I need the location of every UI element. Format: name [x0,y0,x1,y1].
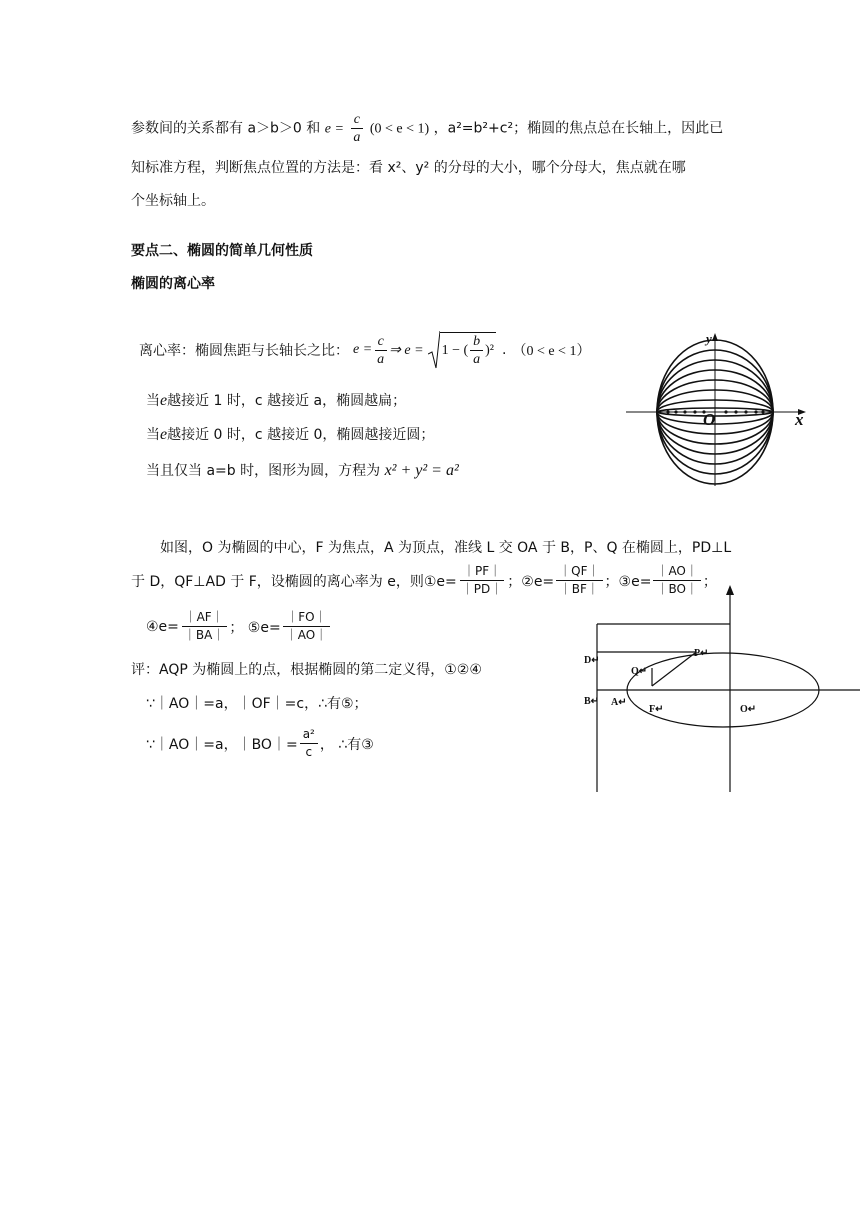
text-segment: ； ⑤e= [229,619,281,636]
point-o-label: O↵ [740,704,757,715]
ellipse-directrix-figure [580,580,860,800]
denominator: c [305,745,313,759]
fraction-b-over-a [470,333,483,368]
text-segment: ， ∴有③ [319,736,374,753]
para1-line2: 知标准方程，判断焦点位置的方法是：看 x²、y² 的分母的大小，哪个分母大，焦点就在哪 [131,160,686,176]
ecc-close-to-zero [146,424,434,444]
para1-line1 [131,111,723,146]
denominator: ｜BO｜ [656,582,698,596]
fraction-af-ba [181,609,227,644]
e-symbol: e [160,426,168,443]
numerator: c [375,333,387,351]
radical-sign [428,330,440,370]
text-segment: 当 [146,427,160,443]
origin-label: O [703,410,716,429]
nested-ellipses-figure [620,328,820,488]
text-segment: ； [702,573,717,590]
fraction-c-over-a [350,111,363,146]
denominator: ｜PD｜ [461,582,503,596]
circle-equation: x² + y² = a² [384,462,459,479]
range-expr: (0 < e < 1) [369,121,430,137]
ecc-circle-case [146,460,459,480]
fraction-a2-over-c [300,726,318,761]
comment-line1: 评：AQP 为椭圆上的点，根据椭圆的第二定义得，①②④ [131,662,482,678]
denominator: a [377,351,385,367]
range-expr: （0 < e < 1） [512,344,591,359]
vertical-axis-arrow [726,585,734,595]
numerator: b [470,333,483,351]
text-segment: ；③e= [604,573,652,590]
para1-line3: 个坐标轴上。 [131,193,215,209]
text-segment: ，a²=b²+c²；椭圆的焦点总在长轴上，因此已 [433,120,724,137]
text-segment: 越接近 1 时，c 越接近 a，椭圆越扁； [167,393,407,409]
text-segment: 越接近 0 时，c 越接近 0，椭圆越接近圆； [167,427,435,443]
point-p-label: P↵ [694,648,709,659]
point-b-label: B↵ [584,696,600,707]
text-segment: ∵｜AO｜=a，｜BO｜= [146,736,298,753]
point-f-label: F↵ [649,704,664,715]
fraction-c-over-a [374,333,387,368]
fraction-pf-pd [459,563,505,598]
comment-line2: ∵｜AO｜=a，｜OF｜=c，∴有⑤； [146,696,368,712]
numerator: ｜QF｜ [556,563,602,581]
numerator: ｜FO｜ [283,609,329,627]
point-q-label: Q↵ [631,666,648,677]
denominator: ｜BA｜ [183,628,225,642]
ecc-label: 离心率：椭圆焦距与长轴长之比： [139,343,349,359]
text-segment: 当 [146,393,160,409]
eccentricity-formula [139,330,590,370]
radicand [440,332,496,368]
heading-eccentricity: 椭圆的离心率 [131,276,215,292]
sqrt-expression [428,330,496,370]
one-minus: 1 − ( [441,342,469,358]
ecc-close-to-one [146,390,406,410]
text-segment: 于 D，QF⊥AD 于 F，设椭圆的离心率为 e，则①e= [131,573,457,590]
e-equals: e = [353,342,373,357]
y-axis-label: y [706,331,712,346]
text-segment: 参数间的关系都有 a＞b＞0 和 [131,120,321,137]
period: . [502,342,507,358]
numerator: ｜AF｜ [182,609,227,627]
denominator: ｜AO｜ [285,628,328,642]
squared: )² [485,342,494,358]
heading-key-point-two: 要点二、椭圆的简单几何性质 [131,243,313,259]
para2-line1: 如图，O 为椭圆的中心，F 为焦点，A 为顶点，准线 L 交 OA 于 B，P、Q 在椭圆上，PD⊥L [160,540,732,556]
para2-line3 [146,609,332,644]
x-axis-label: x [795,410,804,429]
denominator: a [473,352,481,367]
numerator: ｜PF｜ [460,563,504,581]
numerator: c [351,111,363,129]
implies-e: ⇒ e = [389,342,424,358]
e-symbol: e [160,392,168,409]
denominator: a [353,130,361,145]
fraction-fo-ao [283,609,330,644]
point-a-label: A↵ [611,697,627,708]
text-segment: 当且仅当 a=b 时，图形为圆，方程为 [146,463,381,479]
text-segment: ；②e= [507,573,555,590]
e-equals: e = [324,121,344,137]
numerator: a² [300,726,318,744]
denominator: ｜BF｜ [559,582,599,596]
text-segment: ④e= [146,618,179,635]
comment-line3 [146,726,374,761]
point-d-label: D↵ [584,655,600,666]
numerator: ｜AO｜ [653,563,700,581]
